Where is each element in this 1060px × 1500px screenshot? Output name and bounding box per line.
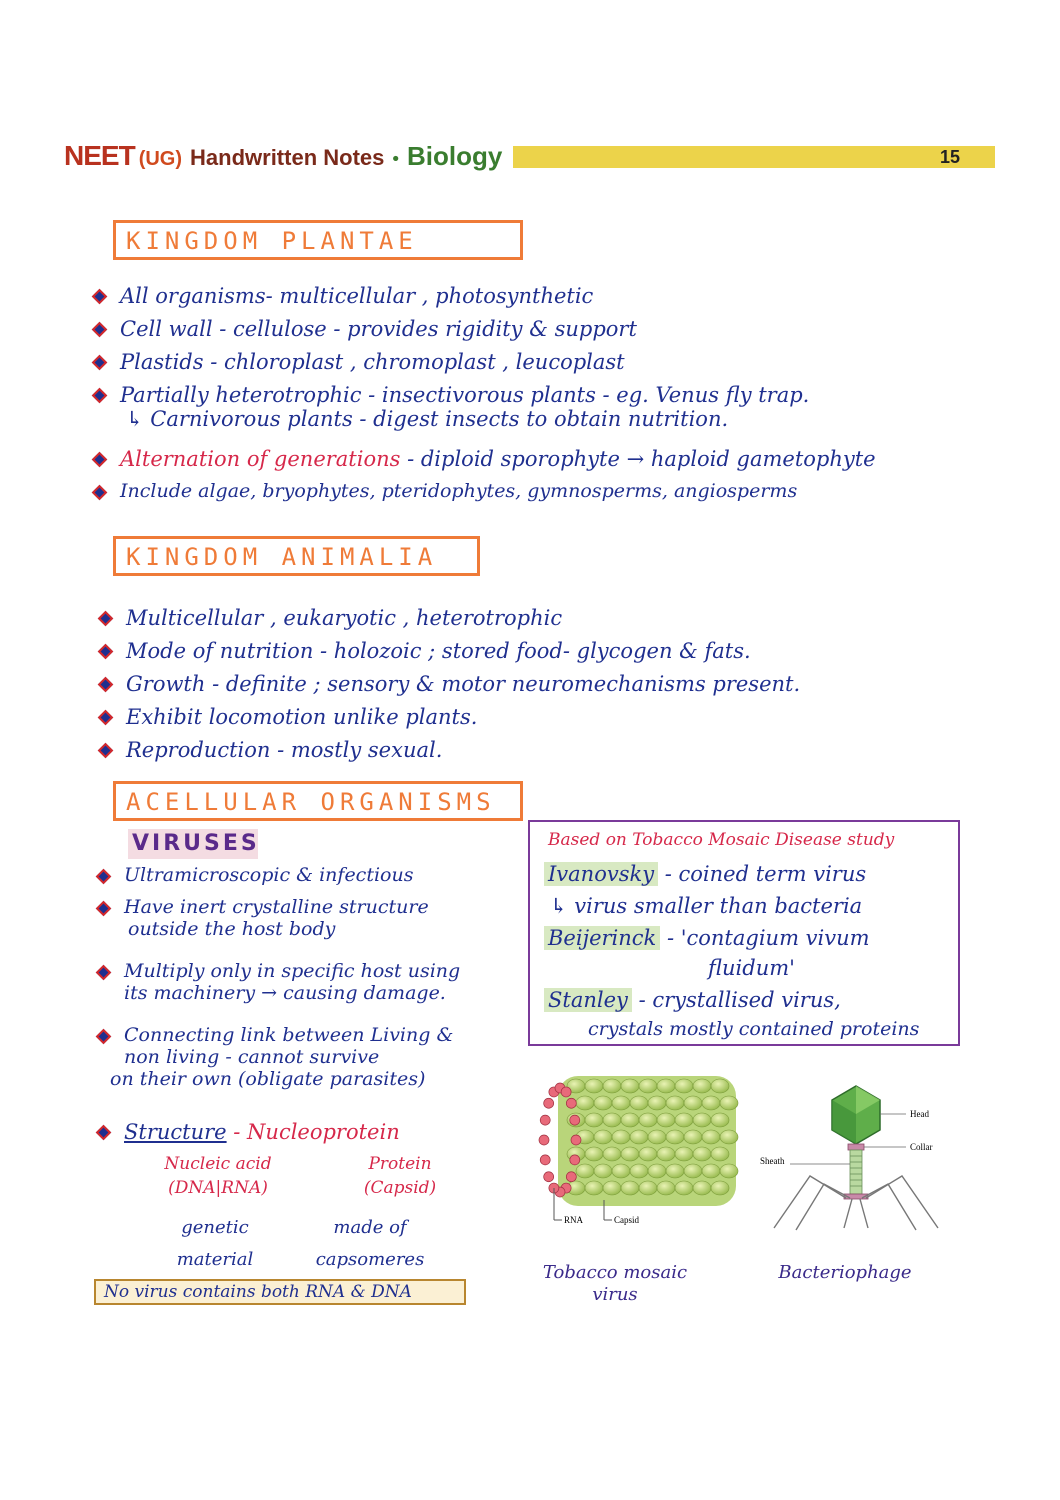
list-item <box>98 606 800 639</box>
tmv-figure <box>528 1070 748 1230</box>
dna-rna-label: (DNA|RNA) <box>168 1178 268 1198</box>
list-item-text: Exhibit locomotion unlike plants. <box>126 705 478 729</box>
capsid-label: (Capsid) <box>363 1178 437 1198</box>
tmv-study-box <box>528 820 960 1046</box>
header-subject: Biology <box>407 141 503 171</box>
bacteriophage-figure <box>756 1080 956 1240</box>
bullet-icon <box>92 289 108 305</box>
list-item-text: its machinery → causing damage. <box>124 982 446 1004</box>
animalia-list <box>98 606 800 771</box>
header-dot: • <box>390 149 401 170</box>
list-item <box>92 317 876 350</box>
alternation-label: Alternation of generations <box>120 447 401 471</box>
material-label: material <box>176 1249 254 1270</box>
header-notes: Handwritten Notes <box>190 145 385 170</box>
list-item-text: Reproduction - mostly sexual. <box>126 738 443 762</box>
structure-label: Structure <box>124 1120 227 1144</box>
beijerinck-line-2: fluidum' <box>708 956 795 980</box>
phage-collar <box>848 1144 864 1150</box>
list-item-text: Have inert crystalline structure <box>124 896 429 918</box>
bullet-icon <box>98 743 114 759</box>
protein-label: Protein <box>368 1154 432 1174</box>
ivanovsky-sub: ↳ virus smaller than bacteria <box>550 894 863 918</box>
list-item-text: non living - cannot survive <box>124 1046 380 1068</box>
tmv-caption-line-1: Tobacco mosaic <box>542 1262 688 1283</box>
ivanovsky-name: Ivanovsky <box>544 862 658 886</box>
genetic-label: genetic <box>181 1217 249 1238</box>
bullet-icon <box>96 1125 112 1141</box>
stanley-line <box>544 988 841 1012</box>
list-item-text: Ultramicroscopic & infectious <box>124 864 414 886</box>
header-neet: NEET <box>64 140 135 171</box>
section-title-animalia: KINGDOM ANIMALIA <box>113 536 480 576</box>
section-title-acellular: ACELLULAR ORGANISMS <box>113 781 523 821</box>
bullet-icon <box>92 388 108 404</box>
list-item-text: Include algae, bryophytes, pteridophytes, gymnosperms, angiosperms <box>120 480 798 502</box>
virus-note: No virus contains both RNA & DNA <box>94 1279 466 1305</box>
capsomeres-label: capsomeres <box>315 1249 425 1270</box>
bullet-icon <box>92 485 108 501</box>
list-item-text: Growth - definite ; sensory & motor neuromechanisms present. <box>126 672 801 696</box>
tmv-label-capsid: Capsid <box>614 1215 640 1225</box>
bullet-icon <box>98 710 114 726</box>
stanley-name: Stanley <box>544 988 632 1012</box>
page-header <box>64 140 502 176</box>
nucleic-acid-label: Nucleic acid <box>164 1154 272 1174</box>
tmv-label-rna: RNA <box>564 1215 584 1225</box>
list-sub-item: ↳ Carnivorous plants - digest insects to obtain nutrition. <box>126 407 729 431</box>
structure-text: - Nucleoprotein <box>226 1120 400 1144</box>
bullet-icon <box>92 322 108 338</box>
capsomeres-block <box>305 1212 435 1276</box>
tmv-caption <box>520 1262 710 1306</box>
phage-label-sheath: Sheath <box>760 1156 785 1166</box>
stanley-text: - crystallised virus, <box>631 988 841 1012</box>
made-of-label: made of <box>333 1217 407 1238</box>
bullet-icon <box>96 965 112 981</box>
list-item <box>92 284 876 317</box>
list-item-text: Multicellular , eukaryotic , heterotrophic <box>126 606 563 630</box>
bullet-icon <box>98 611 114 627</box>
tmv-heading: Based on Tobacco Mosaic Disease study <box>548 830 895 850</box>
list-item <box>96 960 460 1024</box>
list-item-text: Plastids - chloroplast , chromoplast , leucoplast <box>120 350 625 374</box>
bullet-icon <box>96 869 112 885</box>
bacteriophage-caption: Bacteriophage <box>778 1262 912 1283</box>
list-item-text: All organisms- multicellular , photosynthetic <box>120 284 594 308</box>
ivanovsky-text: - coined term virus <box>658 862 867 886</box>
bullet-icon <box>96 1029 112 1045</box>
stanley-line-2: crystals mostly contained proteins <box>588 1018 920 1040</box>
list-item <box>96 864 460 896</box>
bullet-icon <box>98 644 114 660</box>
genetic-material-block <box>155 1212 275 1276</box>
ivanovsky-line <box>544 862 866 886</box>
list-item <box>92 447 876 480</box>
list-item <box>98 639 800 672</box>
list-item <box>96 896 460 960</box>
list-item-text: on their own (obligate parasites) <box>110 1068 426 1090</box>
nucleic-acid-block <box>148 1152 288 1200</box>
phage-sheath <box>850 1150 862 1194</box>
phage-label-collar: Collar <box>910 1142 933 1152</box>
list-item <box>92 480 876 513</box>
list-item-text: Partially heterotrophic - insectivorous plants - eg. Venus fly trap. <box>120 383 810 407</box>
list-item <box>96 1120 460 1152</box>
list-item-text: outside the host body <box>128 918 336 940</box>
tmv-caption-line-2: virus <box>592 1284 638 1305</box>
list-item <box>98 672 800 705</box>
beijerinck-text: - 'contagium vivum <box>660 926 870 950</box>
list-item-text: Multiply only in specific host using <box>124 960 461 982</box>
header-ug: (UG) <box>138 148 183 170</box>
bullet-icon <box>96 901 112 917</box>
list-item-text: Cell wall - cellulose - provides rigidity & support <box>120 317 637 341</box>
beijerinck-line <box>544 926 870 950</box>
list-item <box>98 738 800 771</box>
phage-label-head: Head <box>910 1109 929 1119</box>
page-number: 15 <box>939 147 961 167</box>
viruses-label: VIRUSES <box>128 829 258 859</box>
list-item <box>92 383 876 447</box>
virus-list <box>96 864 460 1152</box>
section-title-plantae: KINGDOM PLANTAE <box>113 220 523 260</box>
beijerinck-name: Beijerinck <box>544 926 660 950</box>
list-item <box>98 705 800 738</box>
plantae-list <box>92 284 876 513</box>
list-item <box>96 1024 460 1120</box>
bullet-icon <box>92 452 108 468</box>
list-item-text: Connecting link between Living & <box>124 1024 454 1046</box>
list-item-text: - diploid sporophyte → haploid gametophyte <box>400 447 876 471</box>
bullet-icon <box>92 355 108 371</box>
protein-block <box>340 1152 460 1200</box>
list-item <box>92 350 876 383</box>
bullet-icon <box>98 677 114 693</box>
list-item-text: Mode of nutrition - holozoic ; stored food- glycogen & fats. <box>126 639 751 663</box>
